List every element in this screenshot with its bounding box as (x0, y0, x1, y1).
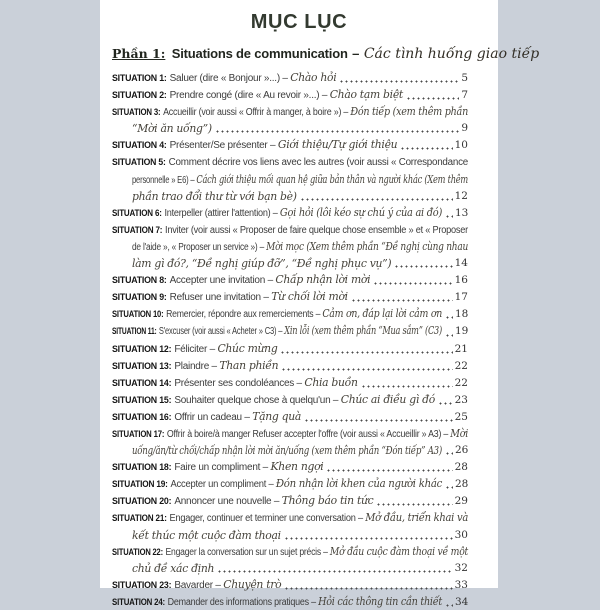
toc-page (100, 0, 540, 608)
entry-text-vi: phần trao đổi thư từ với bạn bè) (132, 189, 297, 203)
page-number: 7 (461, 89, 468, 102)
toc-entry (112, 305, 468, 322)
toc-entry-line (112, 153, 468, 170)
entry-text (132, 560, 214, 576)
toc-entry-line (112, 543, 468, 560)
toc-entry-line (112, 357, 468, 374)
entry-text-fr: Engager la conversation sur un sujet précis – (165, 546, 330, 558)
entry-text (132, 442, 442, 458)
entry-text (112, 408, 301, 425)
entry-text-vi: Thông báo tin tức (281, 494, 374, 508)
toc-entry-line (112, 458, 468, 475)
toc-entry-line (112, 560, 468, 576)
toc-entry (112, 509, 468, 542)
toc-entry-line (112, 391, 468, 408)
toc-entry (112, 425, 468, 458)
entry-text-vi: Chúc ai điều gì đó (340, 392, 435, 406)
toc-entry-line (112, 374, 468, 391)
entry-text (132, 188, 297, 204)
entry-text-vi: Gọi hỏi (lôi kéo sự chú ý của ai đó) (279, 205, 442, 219)
section-heading (112, 45, 540, 63)
entry-text (112, 458, 323, 475)
situation-label: SITUATION 14: (112, 377, 172, 388)
page-number: 28 (455, 478, 469, 491)
toc-entry-line (112, 204, 468, 221)
toc-entry (112, 204, 468, 221)
page-number: 22 (454, 359, 468, 372)
page-number: 19 (455, 325, 469, 338)
toc-entry-line (112, 120, 468, 136)
entry-text (112, 288, 348, 305)
entry-text-vi: Khen ngợi (270, 460, 324, 474)
entry-text (112, 509, 468, 526)
entry-text-fr: Souhaiter quelque chose à quelqu'un – (174, 394, 341, 406)
entry-text-vi: Chào hỏi (290, 71, 337, 84)
page-number: 22 (454, 376, 468, 389)
toc-entry-line (112, 305, 468, 322)
entry-text-vi: Đón tiếp (xem thêm phần (350, 105, 468, 119)
entry-text-vi: Mời (450, 426, 468, 440)
toc-entry-line (112, 271, 468, 288)
dot-leader (284, 537, 453, 540)
entry-text (112, 305, 442, 322)
situation-label: SITUATION 18: (112, 462, 172, 473)
entry-text-fr: Engager, continuer et terminer une conversation – (169, 513, 366, 525)
dot-leader (400, 147, 452, 150)
part-label: Phần 1: (112, 46, 166, 61)
toc-entry-line (112, 509, 468, 526)
entry-text-fr: Offrir à boire/à manger Refuser accepter l'offre (voir aussi « Accueillir » A3) – (166, 428, 451, 440)
entry-text-vi: Hỏi các thông tin cần thiết (318, 594, 442, 608)
entry-text-vi: “Mời ăn uống”) (132, 122, 212, 136)
section-title-french: Situations de communication (171, 46, 348, 61)
situation-label: SITUATION 6: (112, 207, 162, 218)
situation-label: SITUATION 12: (112, 343, 172, 354)
entry-text (112, 593, 442, 610)
entry-text-vi: chủ đề xác định (132, 561, 215, 575)
entry-text (132, 120, 212, 136)
situation-label: SITUATION 3: (112, 107, 161, 118)
entry-text (112, 153, 468, 170)
entry-text-vi: Cách giới thiệu mối quan hệ giữa bản thân và người khác (Xem thêm (196, 172, 468, 186)
entry-text (112, 576, 281, 593)
toc-entry-line (112, 425, 468, 442)
page-number: 17 (454, 291, 468, 304)
entry-text-fr: Annoncer une nouvelle – (174, 496, 282, 508)
toc-entry (112, 69, 468, 86)
page-number: 12 (454, 189, 468, 202)
entry-text-fr: Interpeller (attirer l'attention) – (164, 207, 280, 219)
page-number: 5 (461, 72, 468, 84)
entry-text-fr: Accepter une invitation – (169, 275, 276, 287)
section-dash: – (352, 46, 360, 61)
entry-text-vi: Cảm ơn, đáp lại lời cảm ơn (322, 307, 442, 321)
situation-label: SITUATION 1: (112, 73, 167, 83)
entry-text-fr: Comment décrire vos liens avec les autres (voir aussi « Correspondance (168, 157, 468, 169)
entry-text-fr: Remercier, répondre aux remerciements – (166, 309, 323, 321)
toc-entry-line (112, 103, 468, 120)
situation-label: SITUATION 20: (112, 496, 172, 507)
entry-text-vi: Đón nhận lời khen của người khác (275, 477, 442, 491)
situation-label: SITUATION 23: (112, 579, 172, 590)
toc-entry (112, 221, 468, 271)
toc-entry (112, 271, 468, 288)
entry-text-fr: Refuser une invitation – (169, 292, 272, 304)
dot-leader (217, 570, 452, 573)
page-number: 21 (454, 342, 468, 355)
page-number: 18 (455, 308, 469, 321)
entry-text-fr: de l'aide », « Proposer un service ») – (132, 241, 267, 253)
toc-entry-line (112, 340, 468, 357)
toc-entry (112, 492, 468, 509)
dot-leader (445, 334, 453, 337)
toc-entry-line (112, 408, 468, 425)
entry-text-fr: Présenter/Se présenter – (169, 140, 278, 152)
entry-text (112, 492, 373, 509)
entry-text-vi: Mời mọc (Xem thêm phần “Đề nghị cùng nhau (266, 239, 468, 253)
entry-text-fr: Plaindre – (174, 360, 220, 372)
entry-text-fr: S'excuser (voir aussi « Acheter » C3) – (158, 326, 285, 338)
dot-leader (351, 299, 453, 302)
section-title-vietnamese: Các tình huống giao tiếp (363, 46, 540, 62)
entry-text-vi: làm gì đó?, “Đề nghị giúp đỡ”, “Đề nghị phục vụ”) (132, 257, 392, 271)
toc-entry (112, 458, 468, 475)
entry-text-vi: Mở đầu cuộc đàm thoại về một (329, 544, 468, 558)
entry-text (112, 86, 403, 103)
toc-entry-line (112, 69, 468, 86)
dot-leader (284, 587, 452, 590)
situation-label: SITUATION 11: (112, 326, 157, 337)
situation-label: SITUATION 2: (112, 90, 167, 101)
entry-text-fr: Présenter ses condoléances – (174, 377, 305, 389)
toc-entry-line (112, 527, 468, 543)
entry-text (112, 69, 336, 86)
entry-text-vi: Than phiền (219, 358, 279, 372)
toc-entry-line (112, 188, 468, 204)
entry-text-fr: Saluer (dire « Bonjour »...) – (169, 73, 291, 84)
entry-text-fr: Demander des informations pratiques – (167, 596, 319, 608)
page-number: 10 (454, 139, 468, 152)
dot-leader (406, 97, 459, 100)
page-number: 26 (455, 444, 469, 457)
toc-entry-line (112, 255, 468, 271)
entry-text (132, 255, 391, 271)
toc-entry-line (112, 288, 468, 305)
toc-entry (112, 357, 468, 374)
dot-leader (215, 130, 460, 133)
entry-text-vi: uống/ăn/từ chối/chấp nhận lời mời ăn/uống (xem thêm phần “Đón tiếp” A3) (132, 444, 442, 458)
dot-leader (394, 265, 452, 268)
dot-leader (445, 215, 453, 218)
toc-entries (100, 67, 498, 610)
entry-text-vi: Chia buồn (304, 375, 358, 389)
situation-label: SITUATION 15: (112, 394, 172, 405)
entry-text-vi: kết thúc một cuộc đàm thoại (132, 528, 281, 542)
toc-entry-line (112, 576, 468, 593)
toc-entry-line (112, 136, 468, 153)
situation-label: SITUATION 16: (112, 411, 172, 422)
entry-text (132, 171, 468, 188)
situation-label: SITUATION 22: (112, 546, 163, 557)
toc-entry-line (112, 86, 468, 103)
page-number: 32 (454, 561, 468, 574)
page-number: 30 (454, 528, 468, 541)
situation-label: SITUATION 5: (112, 157, 166, 168)
situation-label: SITUATION 10: (112, 309, 164, 320)
situation-label: SITUATION 4: (112, 140, 167, 151)
toc-entry (112, 153, 468, 203)
page-number: 14 (454, 257, 468, 270)
toc-entry (112, 340, 468, 357)
page-title: MỤC LỤC (250, 11, 348, 33)
dot-leader (445, 316, 453, 319)
entry-text-fr: Faire un compliment – (174, 462, 271, 474)
entry-text-vi: Chào tạm biệt (329, 88, 403, 102)
entry-text (112, 271, 370, 288)
toc-entry-line (112, 238, 468, 255)
entry-text-fr: Bavarder – (174, 579, 224, 591)
dot-leader (445, 452, 453, 455)
entry-text-vi: Xin lỗi (xem thêm phần “Mua sắm” (C3) (284, 324, 442, 338)
toc-entry-line (112, 492, 468, 509)
entry-text-fr: Accueillir (voir aussi « Offrir à manger, à boire ») – (163, 107, 351, 119)
situation-label: SITUATION 7: (112, 224, 163, 235)
entry-text-fr: Féliciter – (174, 343, 218, 355)
situation-label: SITUATION 8: (112, 275, 167, 286)
entry-text-fr: Prendre congé (dire « Au revoir »...) – (169, 90, 330, 102)
toc-entry (112, 408, 468, 425)
entry-text (112, 204, 442, 221)
entry-text-vi: Giới thiệu/Tự giới thiệu (277, 138, 398, 152)
entry-text (112, 425, 468, 442)
entry-text (132, 527, 281, 543)
dot-leader (373, 282, 452, 285)
entry-text-vi: Từ chối lời mời (271, 290, 348, 304)
situation-label: SITUATION 17: (112, 428, 165, 439)
dot-leader (280, 351, 452, 354)
dot-leader (339, 80, 459, 83)
toc-entry (112, 593, 468, 610)
page-number: 16 (454, 274, 468, 287)
page-number: 25 (454, 410, 468, 423)
entry-text (112, 340, 277, 357)
page-number: 23 (454, 393, 468, 406)
toc-entry-line (112, 322, 468, 339)
toc-entry-line (112, 171, 468, 188)
situation-label: SITUATION 21: (112, 513, 167, 524)
entry-text-fr: Inviter (voir aussi « Proposer de faire quelque chose ensemble » et « Proposer (165, 224, 469, 236)
entry-text (112, 136, 397, 153)
toc-entry (112, 576, 468, 593)
entry-text-fr: personnelle » E6) – (132, 174, 197, 186)
entry-text (112, 543, 468, 560)
entry-text-fr: Offrir un cadeau – (174, 411, 253, 423)
toc-entry (112, 543, 468, 576)
entry-text (112, 322, 442, 339)
dot-leader (361, 385, 453, 388)
dot-leader (304, 419, 453, 422)
page-number: 28 (454, 461, 468, 474)
entry-text-vi: Chuyện trò (223, 577, 282, 591)
entry-text (132, 238, 468, 255)
page-number: 9 (461, 122, 468, 135)
entry-text-vi: Mở đầu, triển khai và (365, 511, 468, 525)
dot-leader (445, 486, 453, 489)
situation-label: SITUATION 9: (112, 292, 167, 303)
toc-entry-line (112, 442, 468, 458)
toc-entry-line (112, 593, 468, 610)
entry-text (112, 103, 468, 120)
entry-text-vi: Chấp nhận lời mời (275, 273, 371, 287)
toc-entry (112, 136, 468, 153)
page-number: 34 (455, 595, 469, 608)
toc-entry (112, 374, 468, 391)
dot-leader (438, 402, 453, 405)
situation-label: SITUATION 24: (112, 596, 165, 607)
entry-text (112, 475, 442, 492)
dot-leader (326, 469, 452, 472)
toc-entry (112, 86, 468, 103)
situation-label: SITUATION 13: (112, 360, 172, 371)
page-number: 29 (454, 495, 468, 508)
entry-text (112, 374, 358, 391)
toc-entry (112, 103, 468, 136)
entry-text (112, 391, 435, 408)
situation-label: SITUATION 19: (112, 479, 168, 490)
toc-entry (112, 391, 468, 408)
toc-entry (112, 288, 468, 305)
entry-text (112, 357, 278, 374)
dot-leader (376, 503, 452, 506)
toc-entry (112, 322, 468, 339)
dot-leader (445, 604, 453, 607)
page-number: 13 (455, 206, 469, 219)
entry-text-fr: Accepter un compliment – (170, 479, 276, 491)
entry-text-vi: Tặng quà (252, 409, 302, 423)
toc-entry-line (112, 221, 468, 238)
entry-text-vi: Chúc mừng (217, 341, 278, 355)
toc-entry-line (112, 475, 468, 492)
dot-leader (281, 368, 452, 371)
dot-leader (300, 198, 453, 201)
page-number: 33 (454, 578, 468, 591)
toc-entry (112, 475, 468, 492)
entry-text (112, 221, 469, 238)
